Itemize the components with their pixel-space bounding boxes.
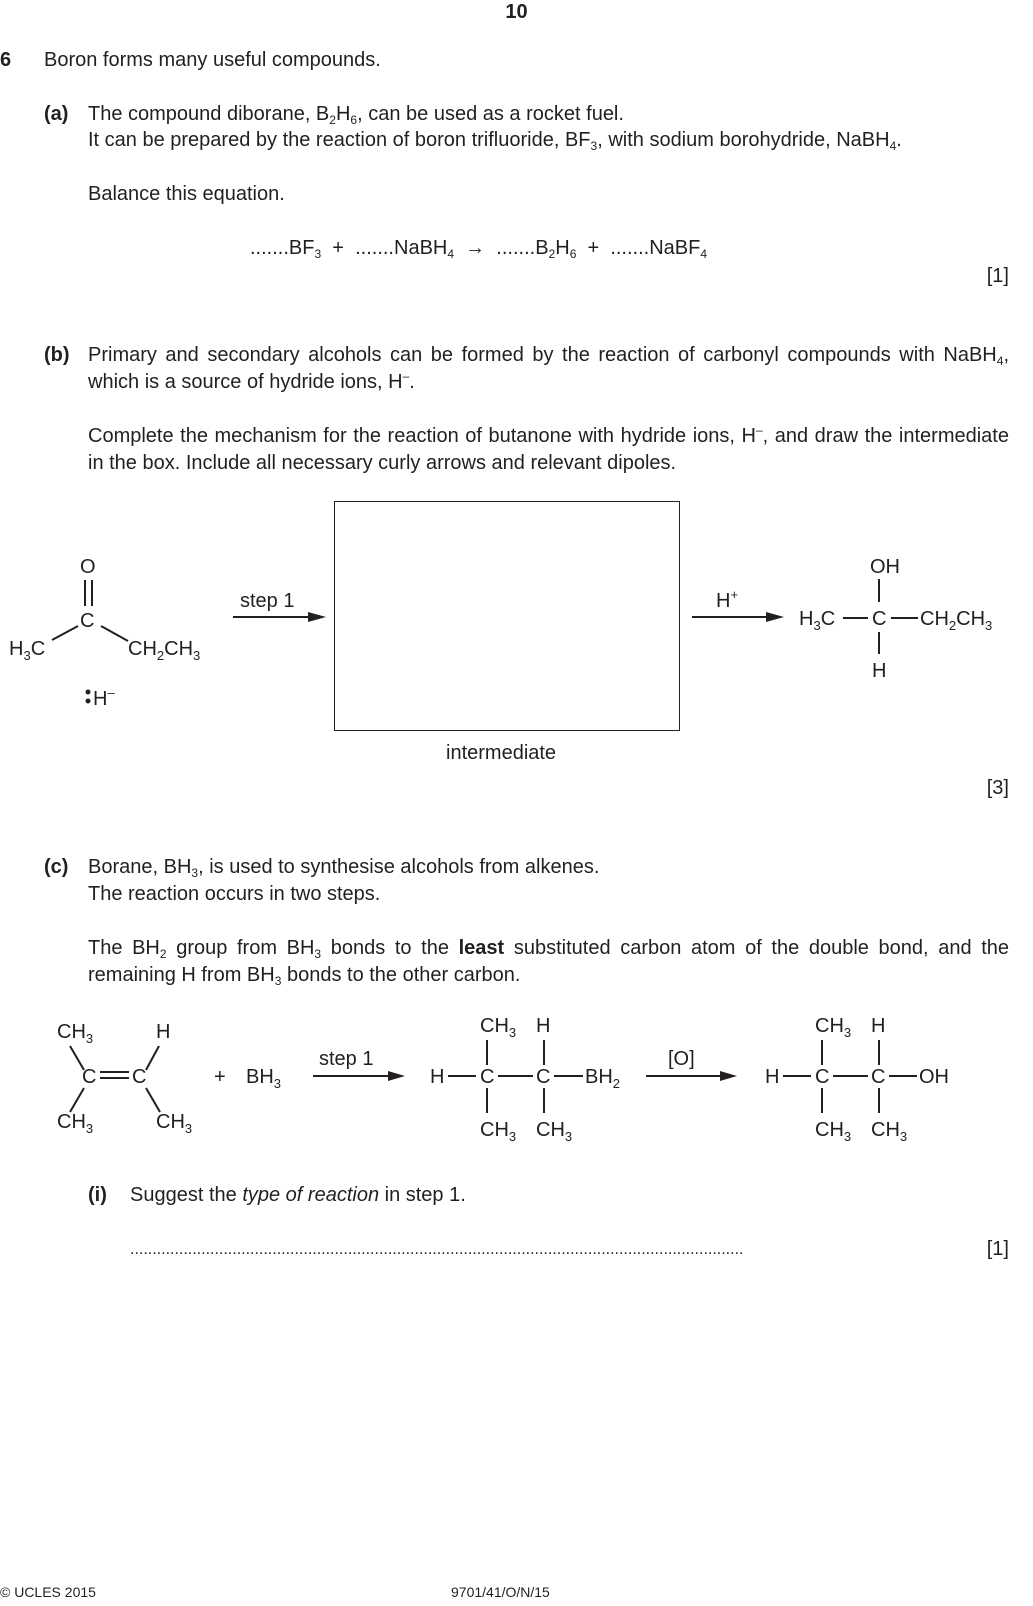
sub-question-i-text: Suggest the type of reaction in step 1.	[130, 1184, 466, 1206]
answer-line[interactable]: ..........................................................................................................................................	[130, 1241, 744, 1258]
intermediate-label: intermediate	[446, 742, 557, 764]
svg-text:CH3: $CH_3$	[815, 1015, 852, 1040]
svg-text:H: H	[871, 1015, 886, 1037]
svg-text:BH2: $BH_2$	[585, 1066, 621, 1091]
footer-copyright: © UCLES 2015	[0, 1584, 96, 1600]
svg-text:C: C	[872, 608, 887, 630]
part-a-marks: [1]	[986, 265, 1009, 287]
svg-text:CH3: $CH_3$	[480, 1119, 517, 1144]
coefficient-blank-2[interactable]: .......	[355, 237, 394, 259]
oxygen-atom: O	[80, 556, 96, 578]
svg-text:C: C	[480, 1066, 495, 1088]
question-number: 6	[0, 49, 12, 71]
arrow-head-icon	[388, 1071, 405, 1081]
arrow-head-icon	[720, 1071, 737, 1081]
svg-text:CH3: $CH_3$	[480, 1015, 517, 1040]
svg-text:BH3: $BH_3$	[246, 1066, 282, 1091]
part-c-label: (c)	[44, 856, 69, 878]
svg-text:H3C: $H_3C$	[799, 608, 836, 633]
svg-text:[O]: [O]	[668, 1048, 695, 1070]
coefficient-blank-4[interactable]: .......	[610, 237, 650, 259]
svg-text:C: C	[132, 1066, 147, 1088]
h-plus-label: H+	[716, 587, 739, 612]
part-a-line1: The compound diborane, $B_2H_6$, can be used as a rocket fuel.	[88, 103, 624, 127]
part-b-paragraph2: Complete the mechanism for the reaction of butanone with hydride ions, H–, and draw the intermediate in the box. Include all necessary curly arrows and relevant dipoles.	[88, 423, 1009, 474]
svg-text:C: C	[82, 1066, 97, 1088]
svg-text:C: C	[871, 1066, 886, 1088]
sub-question-i-marks: [1]	[986, 1238, 1009, 1260]
svg-text:CH2CH3: $CH_2CH_3$	[128, 638, 201, 663]
step1-label: step 1	[240, 590, 295, 612]
svg-text:+: +	[214, 1066, 226, 1088]
svg-text:CH2CH3: $CH_2CH_3$	[920, 608, 993, 633]
svg-text:OH: OH	[870, 556, 900, 578]
svg-text:H: H	[536, 1015, 551, 1037]
svg-text:CH3: $CH_3$	[536, 1119, 573, 1144]
hydride-ion: H–	[93, 685, 115, 710]
part-c-line1: Borane, $BH_3$, is used to synthesise alcohols from alkenes.	[88, 856, 600, 880]
svg-text:H: H	[872, 660, 887, 682]
arrow-head-icon	[766, 612, 784, 622]
reaction-arrow: →	[465, 237, 486, 259]
svg-text:C: C	[815, 1066, 830, 1088]
svg-text:CH3: $CH_3$	[57, 1021, 94, 1046]
coefficient-blank-1[interactable]: .......	[250, 237, 289, 259]
question-intro: Boron forms many useful compounds.	[44, 49, 381, 71]
svg-text:CH3: $CH_3$	[57, 1111, 94, 1136]
intermediate-answer-box[interactable]	[334, 501, 680, 731]
svg-text:H: H	[156, 1021, 171, 1043]
coefficient-blank-3[interactable]: .......	[496, 237, 536, 259]
svg-text:CH3: $CH_3$	[871, 1119, 908, 1144]
arrow-head-icon	[308, 612, 326, 622]
part-b-paragraph1: Primary and secondary alcohols can be formed by the reaction of carbonyl compounds with NaBH$_4$, which is a source of hydride ions, H–.	[88, 344, 1009, 393]
svg-text:H: H	[765, 1066, 780, 1088]
part-a-label: (a)	[44, 103, 69, 125]
part-b-label: (b)	[44, 344, 70, 366]
hydroboration-diagram	[0, 1010, 1033, 1150]
part-b-marks: [3]	[986, 777, 1009, 799]
svg-text:C: C	[536, 1066, 551, 1088]
balance-equation: $.......BF_3$ + .......NaBH$_4$ → $.......B_2H_6$ + .......NaBF$_4$	[250, 237, 708, 261]
svg-text:CH3: $CH_3$	[815, 1119, 852, 1144]
svg-text:H3C: $H_3C$	[9, 638, 46, 663]
part-a-line2: It can be prepared by the reaction of boron trifluoride, $BF_3$, with sodium borohydride, NaBH$_4$.	[88, 129, 902, 153]
svg-text:step 1: step 1	[319, 1048, 374, 1070]
svg-text:C: C	[80, 610, 95, 632]
part-c-line2: The reaction occurs in two steps.	[88, 883, 381, 905]
svg-text:OH: OH	[919, 1066, 949, 1088]
part-a-instruction: Balance this equation.	[88, 183, 285, 205]
page-number: 10	[505, 1, 528, 23]
svg-text:CH3: $CH_3$	[156, 1111, 193, 1136]
footer-paper-code: 9701/41/O/N/15	[451, 1584, 550, 1600]
part-c-paragraph2: The $BH_2$ group from $BH_3$ bonds to the least substituted carbon atom of the double bond, and the remaining H from $BH_3$ bonds to the other carbon.	[88, 937, 1010, 988]
svg-text:H: H	[430, 1066, 445, 1088]
sub-question-i-label: (i)	[88, 1184, 107, 1206]
